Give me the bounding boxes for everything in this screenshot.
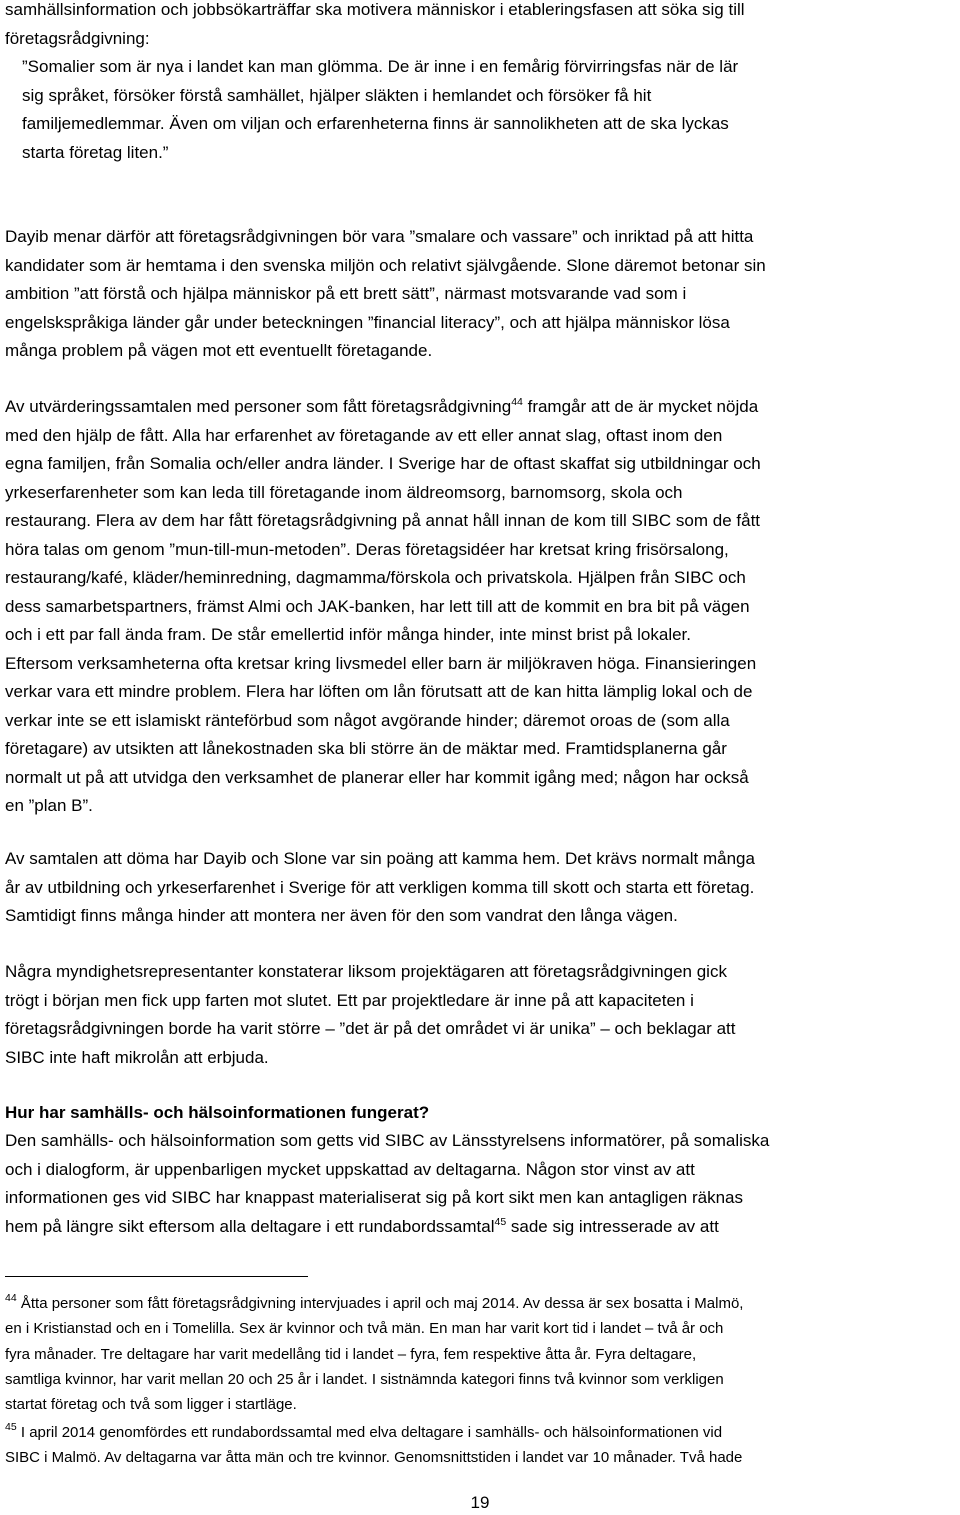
intro-paragraph: samhällsinformation och jobbsökarträffar ska motivera människor i etableringsfasen att söka sig till företagsrådgivning: <box>5 0 745 48</box>
footnote-text: Åtta personer som fått företagsrådgivning intervjuades i april och maj 2014. Av dessa är sex bosatta i Malmö, en i Kristianstad och en i Tomelilla. Sex är kvinnor och två män. En man har varit kort tid i landet – två år och fyra månader. Tre deltagare har varit medellång tid i landet – fyra, fem respektive åtta år. Fyra deltagare, samtliga kvinnor, har varit mellan 20 och 25 år i landet. I sistnämnda kategori finns två kvinnor som verkligen startat företag och två som ligger i startläge. <box>5 1295 744 1414</box>
body-paragraph-2 <box>5 393 955 821</box>
section-text-start: Den samhälls- och hälsoinformation som getts vid SIBC av Länsstyrelsens informatörer, på somaliska och i dialogform, är uppenbarligen mycket uppskattad av deltagarna. Någon stor vinst av att informationen ges vid SIBC har knappast materialiserat sig på kort sikt men kan antagligen räknas hem på längre sikt eftersom alla deltagare i ett rundabordssamtal <box>5 1131 770 1236</box>
footnote-number: 45 <box>5 1421 17 1433</box>
footnote-44 <box>5 1291 955 1417</box>
footnote-number: 44 <box>5 1292 17 1304</box>
paragraph-2-text-end: framgår att de är mycket nöjda med den hjälp de fått. Alla har erfarenhet av företagande av ett eller annat slag, oftast inom den egna familjen, från Somalia och/eller andra länder. I Sverige har de oftast skaffat sig utbildningar och yrkeserfarenheter som kan leda till företagande inom äldreomsorg, barnomsorg, skola och restaurang. Flera av dem har fått företagsrådgivning på annat håll innan de kom till SIBC som de fått höra talas om genom ”mun-till-mun-metoden”. Deras företagsidéer har kretsat kring frisörsalong, restaurang/kafé, kläder/heminredning, dagmamma/förskola och privatskola. Hjälpen från SIBC och dess samarbetspartners, främst Almi och JAK-banken, har lett till att de kommit en bra bit på vägen och i ett par fall ända fram. De står emellertid inför många hinder, inte minst brist på lokaler. Eftersom verksamheterna ofta kretsar kring livsmedel eller barn är miljökraven höga. Finansieringen verkar vara ett mindre problem. Flera har löften om lån förutsatt att de kan hitta lämplig lokal och de verkar inte se ett islamiskt ränteförbud som något avgörande hinder; däremot oroas de (som alla företagare) av utsikten att lånekostnaden ska bli större än de mäktar med. Framtidsplanerna går normalt ut på att utvidga den verksamhet de planerar eller har kommit igång med; någon har också en ”plan B”. <box>5 397 761 815</box>
footnote-ref-45[interactable]: 45 <box>494 1215 507 1228</box>
section-heading: Hur har samhälls- och hälsoinformationen fungerat? <box>5 1103 430 1122</box>
section-text-end: sade sig intresserade av att <box>506 1216 719 1236</box>
footnote-separator <box>5 1276 308 1277</box>
footnote-45 <box>5 1420 955 1471</box>
section-paragraph <box>5 1127 955 1241</box>
page-number: 19 <box>470 1493 490 1512</box>
body-paragraph-4: Några myndighetsrepresentanter konstaterar liksom projektägaren att företagsrådgivningen gick trögt i början men fick upp farten mot slutet. Ett par projektledare är inne på att kapaciteten i företagsrådgivningen borde ha varit större – ”det är på det området vi är unika” – och beklagar att SIBC inte haft mikrolån att erbjuda. <box>5 962 736 1067</box>
footnote-text: I april 2014 genomfördes ett rundabordssamtal med elva deltagare i samhälls- och hälsoinformationen vid SIBC i Malmö. Av deltagarna var åtta män och tre kvinnor. Genomsnittstiden i landet var 10 månader. Två hade <box>5 1424 743 1467</box>
quote-paragraph: ”Somalier som är nya i landet kan man glömma. De är inne i en femårig förvirringsfas när de lär sig språket, försöker förstå samhället, hjälper släkten i hemlandet och försöker få hit familjemedlemmar. Även om viljan och erfarenheterna finns är sannolikheten att de ska lyckas starta företag liten.” <box>22 57 739 162</box>
body-paragraph-1: Dayib menar därför att företagsrådgivningen bör vara ”smalare och vassare” och inriktad på att hitta kandidater som är hemtama i den svenska miljön och relativt självgående. Slone däremot betonar sin ambition ”att förstå och hjälpa människor på ett brett sätt”, närmast motsvarande vad som i engelskspråkiga länder går under beteckningen ”financial literacy”, och att hjälpa människor lösa många problem på vägen mot ett eventuellt företagande. <box>5 227 766 360</box>
footnote-ref-44[interactable]: 44 <box>511 396 523 408</box>
paragraph-2-text-start: Av utvärderingssamtalen med personer som fått företagsrådgivning <box>5 397 512 416</box>
body-paragraph-3: Av samtalen att döma har Dayib och Slone var sin poäng att kamma hem. Det krävs normalt många år av utbildning och yrkeserfarenhet i Sverige för att verkligen komma till skott och starta ett företag. Samtidigt finns många hinder att montera ner även för den som vandrat den långa vägen. <box>5 849 755 925</box>
